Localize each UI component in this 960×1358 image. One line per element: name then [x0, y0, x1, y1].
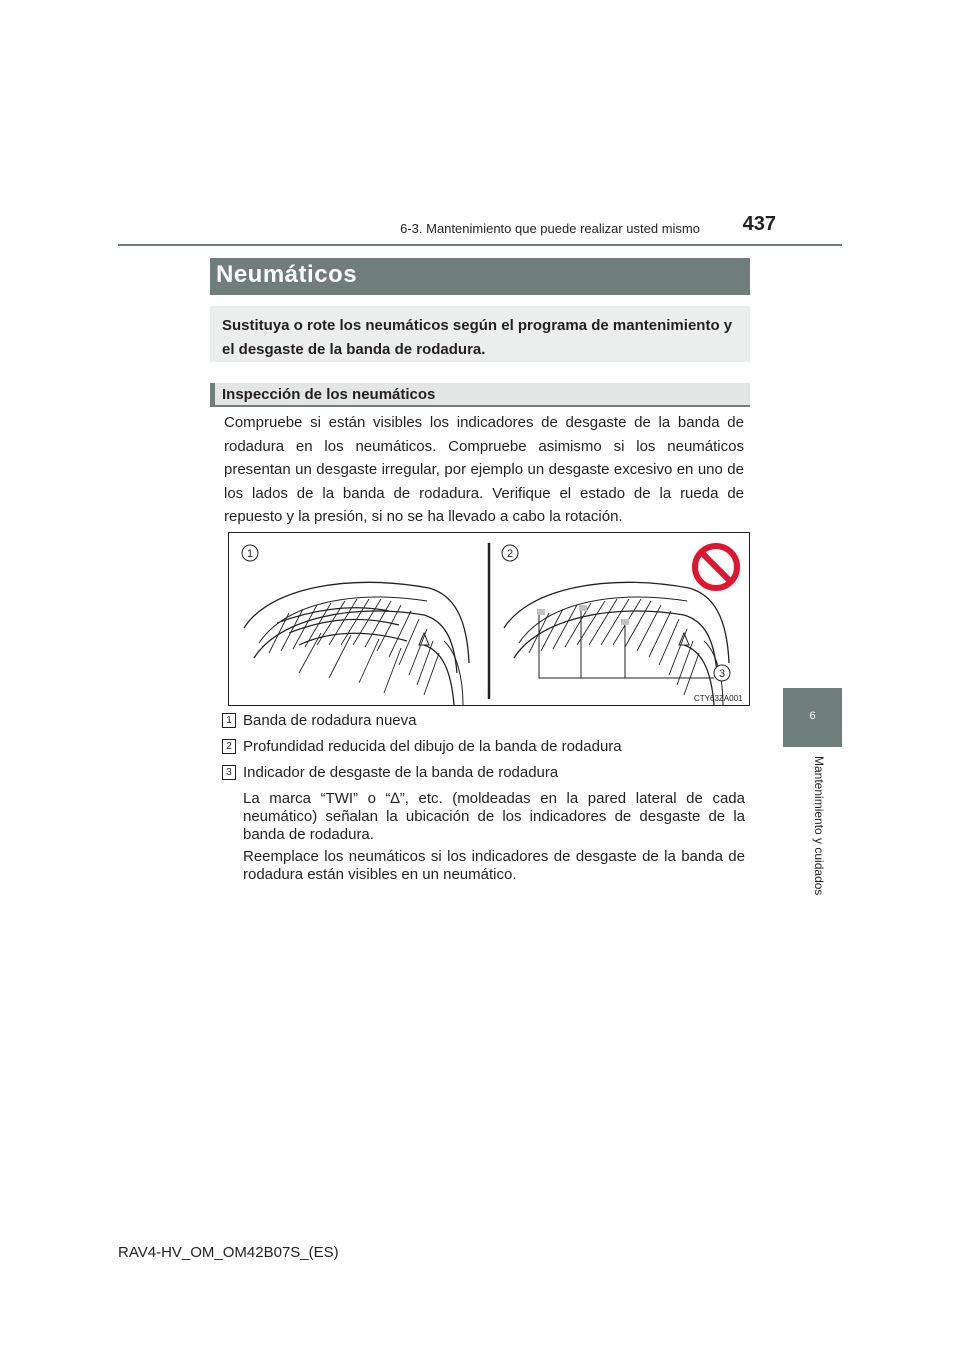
tire-worn-tread [504, 582, 729, 705]
page-title: Neumáticos [216, 261, 358, 288]
legend-text-1: Banda de rodadura nueva [243, 712, 417, 729]
legend-number-3: 3 [222, 765, 236, 780]
callout-1-label: 1 [246, 548, 254, 560]
header-rule [118, 244, 842, 246]
note-twi-marks: La marca “TWI” o “∆”, etc. (moldeadas en la pared lateral de cada neumático) señalan la ubicación de los indicadores de desgaste de la banda de rodadura. [243, 790, 745, 843]
legend-text-2: Profundidad reducida del dibujo de la banda de rodadura [243, 738, 622, 755]
subsection-rule [210, 405, 750, 407]
legend-number-2: 2 [222, 739, 236, 754]
tire-new-tread [244, 582, 469, 705]
tire-illustration [228, 532, 750, 706]
page-number: 437 [742, 213, 776, 235]
legend-number-1: 1 [222, 713, 236, 728]
body-paragraph: Compruebe si están visibles los indicadores de desgaste de la banda de rodadura en los neumáticos. Compruebe asimismo si los neumáticos presentan un desgaste irregular, por ejemplo un desgaste excesivo en uno de los lados de la banda de rodadura. Verifique el estado de la rueda de repuesto y la presión, si no se ha llevado a cabo la rotación. [224, 414, 744, 525]
intro-text: Sustituya o rote los neumáticos según el programa de mantenimiento y el desgaste de la banda de rodadura. [222, 317, 733, 358]
chapter-tab-number: 6 [809, 710, 816, 722]
prohibited-icon [695, 546, 737, 588]
legend-text-3: Indicador de desgaste de la banda de rodadura [243, 764, 559, 781]
chapter-side-label [812, 756, 826, 956]
chapter-side-label-text: Mantenimiento y cuidados [812, 756, 826, 896]
figure-code: CTY63ZA001 [694, 694, 743, 703]
callout-3-label: 3 [718, 668, 726, 680]
note-replace-tires: Reemplace los neumáticos si los indicadores de desgaste de la banda de rodadura están visibles en un neumático. [243, 848, 745, 883]
document-code: RAV4-HV_OM_OM42B07S_(ES) [118, 1244, 339, 1261]
section-heading: 6-3. Mantenimiento que puede realizar usted mismo [400, 221, 700, 236]
subsection-title: Inspección de los neumáticos [222, 386, 436, 403]
tire-illustration-svg [229, 533, 749, 705]
callout-2-label: 2 [506, 548, 514, 560]
